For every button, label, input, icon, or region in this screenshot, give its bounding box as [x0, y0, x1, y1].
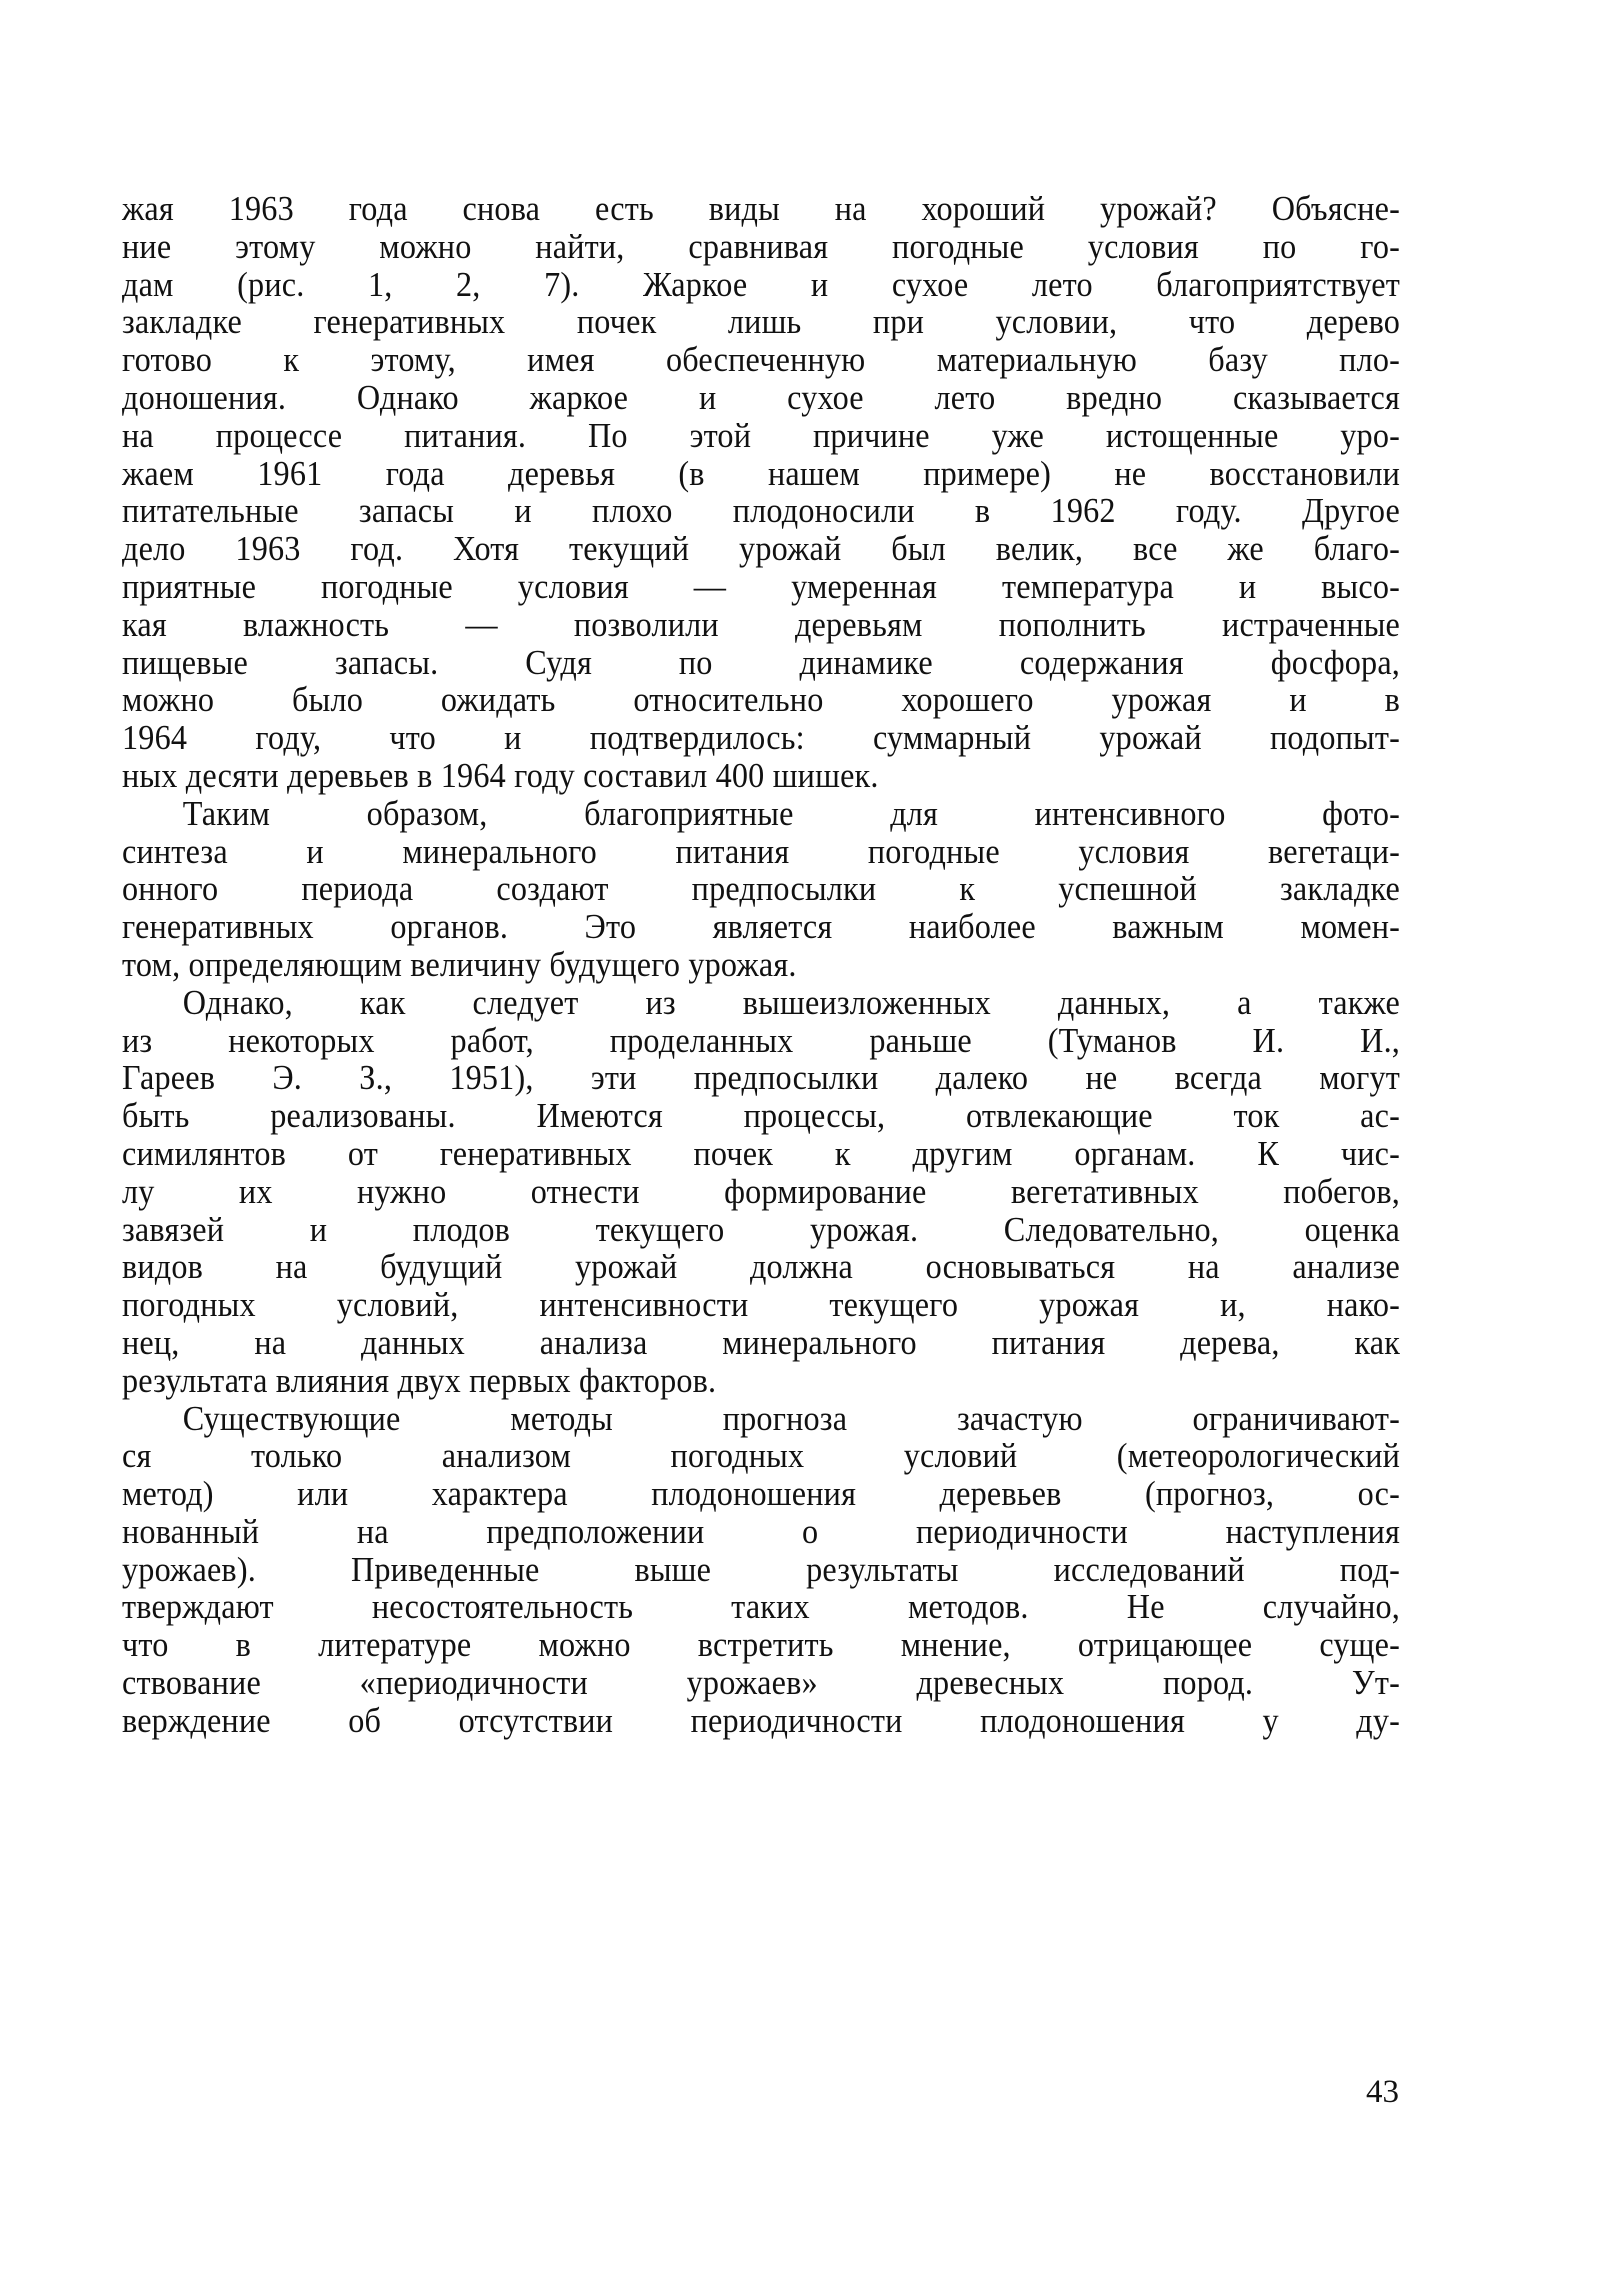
text-line: что в литературе можно встретить мнение, отрицающее суще- — [122, 1625, 1401, 1665]
text-line: ние этому можно найти, сравнивая погодные условия по го- — [122, 226, 1401, 266]
text-line: ных десяти деревьев в 1964 году составил 400 шишек. — [122, 755, 879, 795]
text-line: ствование «периодичности урожаев» древесных пород. Ут- — [122, 1663, 1401, 1703]
text-line: пищевые запасы. Судя по динамике содержания фосфора, — [122, 642, 1401, 682]
text-line: на процессе питания. По этой причине уже истощенные уро- — [122, 415, 1401, 455]
text-line: ся только анализом погодных условий (метеорологический — [122, 1436, 1401, 1476]
text-line: Однако, как следует из вышеизложенных данных, а также — [182, 982, 1401, 1022]
text-line: завязей и плодов текущего урожая. Следовательно, оценка — [122, 1209, 1401, 1249]
text-line: синтеза и минерального питания погодные условия вегетаци- — [122, 831, 1401, 871]
text-line: приятные погодные условия — умеренная температура и высо- — [122, 566, 1401, 606]
text-line: результата влияния двух первых факторов. — [122, 1360, 717, 1400]
text-line: жаем 1961 года деревья (в нашем примере) не восстановили — [122, 453, 1401, 493]
text-line: видов на будущий урожай должна основываться на анализе — [122, 1247, 1401, 1287]
book-page-body — [122, 190, 1400, 1740]
text-line: жая 1963 года снова есть виды на хороший урожай? Объясне- — [122, 189, 1401, 228]
text-line: урожаев). Приведенные выше результаты исследований под- — [122, 1549, 1401, 1589]
text-line: онного периода создают предпосылки к успешной закладке — [122, 869, 1401, 909]
text-line: быть реализованы. Имеются процессы, отвлекающие ток ас- — [122, 1096, 1401, 1136]
text-line: лу их нужно отнести формирование вегетативных побегов, — [122, 1171, 1401, 1211]
paragraph — [122, 190, 1400, 795]
page-number: 43 — [1366, 2074, 1399, 2110]
text-line: Гареев Э. З., 1951), эти предпосылки далеко не всегда могут — [122, 1058, 1401, 1098]
text-line: верждение об отсутствии периодичности плодоношения у ду- — [122, 1700, 1401, 1740]
text-line: погодных условий, интенсивности текущего урожая и, нако- — [122, 1285, 1401, 1325]
text-line: тверждают несостоятельность таких методов. Не случайно, — [122, 1587, 1401, 1627]
text-line: из некоторых работ, проделанных раньше (Туманов И. И., — [122, 1020, 1401, 1060]
paragraph — [122, 795, 1400, 984]
text-line: готово к этому, имея обеспеченную материальную базу пло- — [122, 340, 1401, 380]
text-line: нец, на данных анализа минерального питания дерева, как — [122, 1322, 1401, 1362]
text-line: метод) или характера плодоношения деревьев (прогноз, ос- — [122, 1474, 1401, 1514]
text-line: доношения. Однако жаркое и сухое лето вредно сказывается — [122, 377, 1401, 417]
text-line: можно было ожидать относительно хорошего урожая и в — [122, 680, 1401, 720]
paragraph — [122, 984, 1400, 1400]
text-line: Таким образом, благоприятные для интенсивного фото- — [182, 793, 1401, 833]
text-line: нованный на предположении о периодичности наступления — [122, 1511, 1401, 1551]
text-line: генеративных органов. Это является наиболее важным момен- — [122, 907, 1401, 947]
text-line: закладке генеративных почек лишь при условии, что дерево — [122, 302, 1401, 342]
text-line: том, определяющим величину будущего урожая. — [122, 944, 797, 984]
text-line: 1964 году, что и подтвердилось: суммарный урожай подопыт- — [122, 718, 1401, 758]
text-line: симилянтов от генеративных почек к другим органам. К чис- — [122, 1133, 1401, 1173]
text-line: дам (рис. 1, 2, 7). Жаркое и сухое лето благоприятствует — [122, 264, 1401, 304]
text-line: питательные запасы и плохо плодоносили в 1962 году. Другое — [122, 491, 1401, 531]
text-line: кая влажность — позволили деревьям пополнить истраченные — [122, 604, 1401, 644]
text-line: Существующие методы прогноза зачастую ограничивают- — [182, 1398, 1401, 1438]
paragraph — [122, 1400, 1400, 1740]
text-line: дело 1963 год. Хотя текущий урожай был велик, все же благо- — [122, 529, 1401, 569]
